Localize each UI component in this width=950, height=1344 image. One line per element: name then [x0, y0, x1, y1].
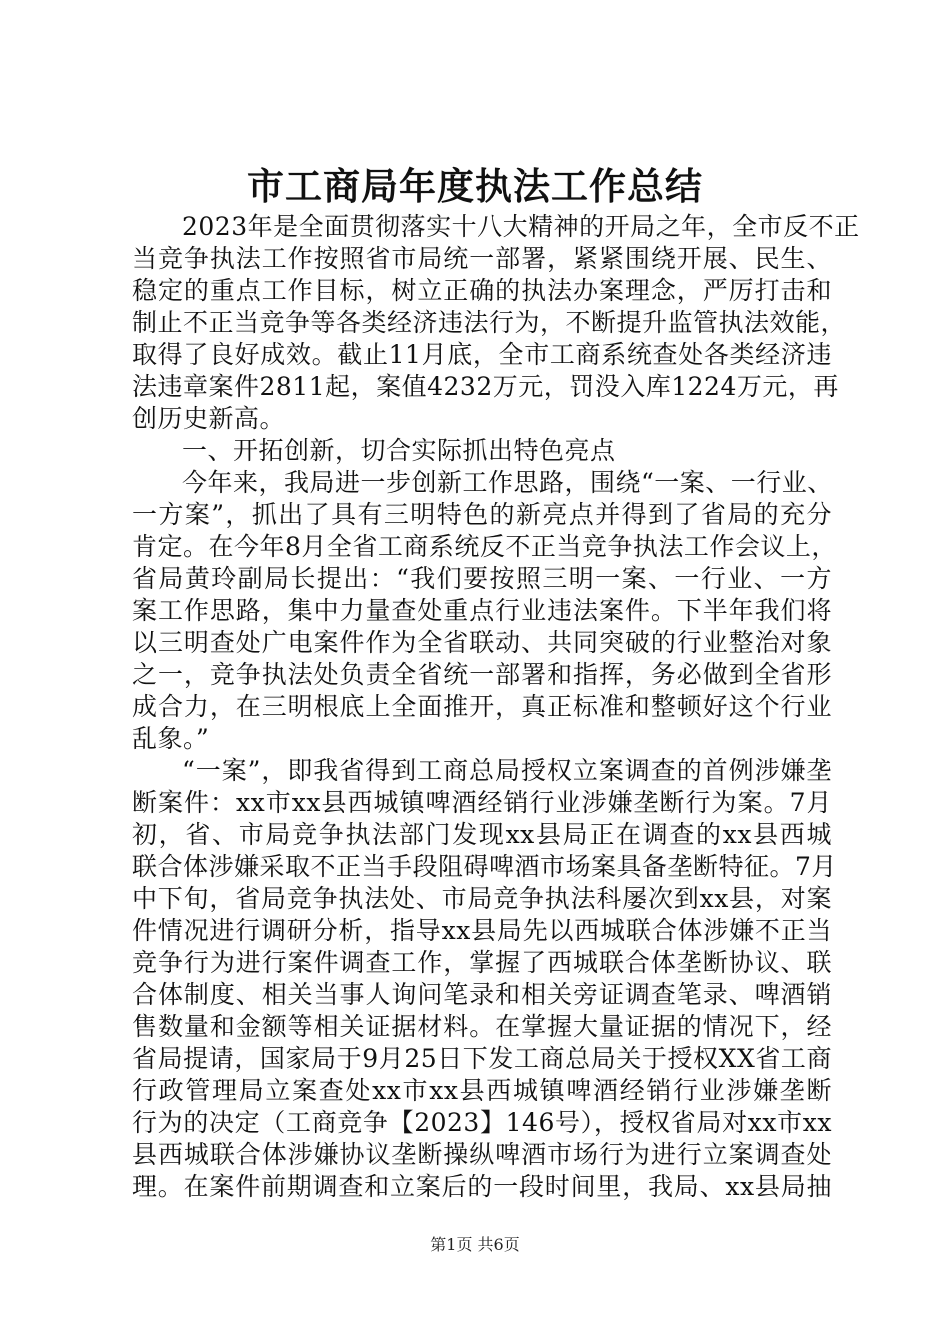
body-line: 件情况进行调研分析，指导xx县局先以西城联合体涉嫌不正当: [132, 916, 832, 945]
body-line: 省局黄玲副局长提出：“我们要按照三明一案、一行业、一方: [132, 564, 832, 593]
body-line: 取得了良好成效。截止11月底，全市工商系统查处各类经济违: [132, 340, 832, 369]
body-line: 之一，竞争执法处负责全省统一部署和指挥，务必做到全省形: [132, 660, 832, 689]
body-line: 初，省、市局竞争执法部门发现xx县局正在调查的xx县西城: [132, 820, 832, 849]
body-line: 断案件：xx市xx县西城镇啤酒经销行业涉嫌垄断行为案。7月: [132, 788, 832, 817]
body-line: 省局提请，国家局于9月25日下发工商总局关于授权XX省工商: [132, 1044, 832, 1073]
document-title: 市工商局年度执法工作总结: [247, 164, 703, 208]
body-line: 行为的决定（工商竞争【2023】146号），授权省局对xx市xx: [132, 1108, 832, 1137]
body-line: 2023年是全面贯彻落实十八大精神的开局之年，全市反不正: [182, 212, 860, 241]
body-line: 一方案”，抓出了具有三明特色的新亮点并得到了省局的充分: [132, 500, 832, 529]
body-line: 创历史新高。: [132, 404, 286, 433]
body-line: 竞争行为进行案件调查工作，掌握了西城联合体垄断协议、联: [132, 948, 832, 977]
body-line: 乱象。”: [132, 724, 210, 753]
body-line: 联合体涉嫌采取不正当手段阻碍啤酒市场案具备垄断特征。7月: [132, 852, 837, 881]
body-line: 制止不正当竞争等各类经济违法行为，不断提升监管执法效能，: [132, 308, 847, 337]
body-line: 稳定的重点工作目标，树立正确的执法办案理念，严厉打击和: [132, 276, 832, 305]
page-number-footer: 第1页 共6页: [430, 1235, 520, 1254]
body-line: 售数量和金额等相关证据材料。在掌握大量证据的情况下，经: [132, 1012, 832, 1041]
body-line: “一案”，即我省得到工商总局授权立案调查的首例涉嫌垄: [182, 756, 832, 785]
body-line: 当竞争执法工作按照省市局统一部署，紧紧围绕开展、民生、: [132, 244, 832, 273]
document-body: [132, 211, 860, 1203]
body-line: 案工作思路，集中力量查处重点行业违法案件。下半年我们将: [132, 596, 832, 625]
body-line: 县西城联合体涉嫌协议垄断操纵啤酒市场行为进行立案调查处: [132, 1140, 832, 1169]
body-line: 以三明查处广电案件作为全省联动、共同突破的行业整治对象: [132, 628, 832, 657]
body-line: 中下旬，省局竞争执法处、市局竞争执法科屡次到xx县，对案: [132, 884, 832, 913]
body-line: 行政管理局立案查处xx市xx县西城镇啤酒经销行业涉嫌垄断: [132, 1076, 832, 1105]
body-line: 肯定。在今年8月全省工商系统反不正当竞争执法工作会议上，: [132, 532, 837, 561]
body-line: 成合力，在三明根底上全面推开，真正标准和整顿好这个行业: [132, 692, 832, 721]
body-line: 法违章案件2811起，案值4232万元，罚没入库1224万元，再: [132, 372, 839, 401]
body-line: 今年来，我局进一步创新工作思路，围绕“一案、一行业、: [182, 468, 833, 497]
body-line: 合体制度、相关当事人询问笔录和相关旁证调查笔录、啤酒销: [132, 980, 832, 1009]
body-line: 理。在案件前期调查和立案后的一段时间里，我局、xx县局抽: [132, 1172, 832, 1201]
section-heading: 一、开拓创新，切合实际抓出特色亮点: [182, 436, 616, 465]
